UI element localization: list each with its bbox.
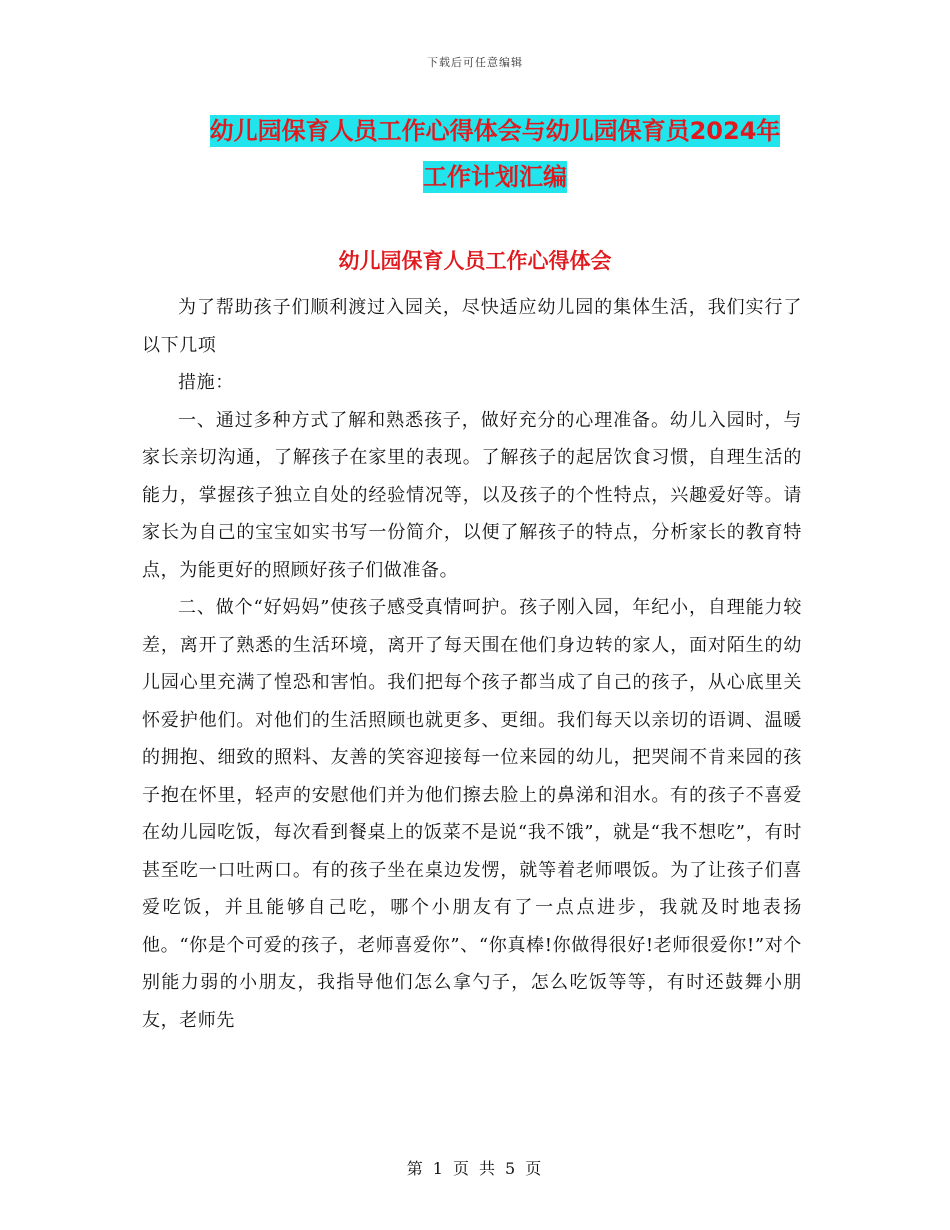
footer-ye: 页 [452, 1159, 471, 1178]
header-note: 下载后可任意编辑 [427, 56, 523, 69]
footer-di: 第 [406, 1159, 425, 1178]
document-title [100, 108, 890, 200]
page-footer [0, 1156, 950, 1179]
footer-gong: 共 [479, 1159, 498, 1178]
title-line-1: 幼儿园保育人员工作心得体会与幼儿园保育员2024年 [209, 117, 781, 145]
footer-total-pages: 5 [505, 1159, 518, 1178]
footer-page-number: 1 [432, 1159, 445, 1178]
paragraph-one: 一、通过多种方式了解和熟悉孩子，做好充分的心理准备。幼儿入园时，与家长亲切沟通，了解孩子在家里的表现。了解孩子的起居饮食习惯，自理生活的能力，掌握孩子独立自处的经验情况等，以及孩子的个性特点，兴趣爱好等。请家长为自己的宝宝如实书写一份简介，以便了解孩子的特点，分析家长的教育特点，为能更好的照顾好孩子们做准备。 [142, 409, 802, 581]
paragraph-measures: 措施： [178, 372, 234, 393]
paragraph-intro: 为了帮助孩子们顺利渡过入园关，尽快适应幼儿园的集体生活，我们实行了以下几项 [142, 297, 802, 356]
paragraph-two: 二、做个“好妈妈”使孩子感受真情呵护。孩子刚入园，年纪小，自理能力较差，离开了熟悉的生活环境，离开了每天围在他们身边转的家人，面对陌生的幼儿园心里充满了惶恐和害怕。我们把每个孩子都当成了自己的孩子，从心底里关怀爱护他们。对他们的生活照顾也就更多、更细。我们每天以亲切的语调、温暖的拥抱、细致的照料、友善的笑容迎接每一位来园的幼儿，把哭闹不肯来园的孩子抱在怀里，轻声的安慰他们并为他们擦去脸上的鼻涕和泪水。有的孩子不喜爱在幼儿园吃饭，每次看到餐桌上的饭菜不是说“我不饿”，就是“我不想吃”，有时甚至吃一口吐两口。有的孩子坐在桌边发愣，就等着老师喂饭。为了让孩子们喜爱吃饭，并且能够自己吃，哪个小朋友有了一点点进步，我就及时地表扬他。“你是个可爱的孩子，老师喜爱你”、“你真棒!你做得很好!老师很爱你!”对个别能力弱的小朋友，我指导他们怎么拿勺子，怎么吃饭等等，有时还鼓舞小朋友，老师先 [142, 597, 802, 1031]
footer-ye2: 页 [525, 1159, 544, 1178]
title-line-2: 工作计划汇编 [423, 163, 567, 191]
body-text [142, 289, 802, 1039]
section-title: 幼儿园保育人员工作心得体会 [338, 249, 612, 273]
